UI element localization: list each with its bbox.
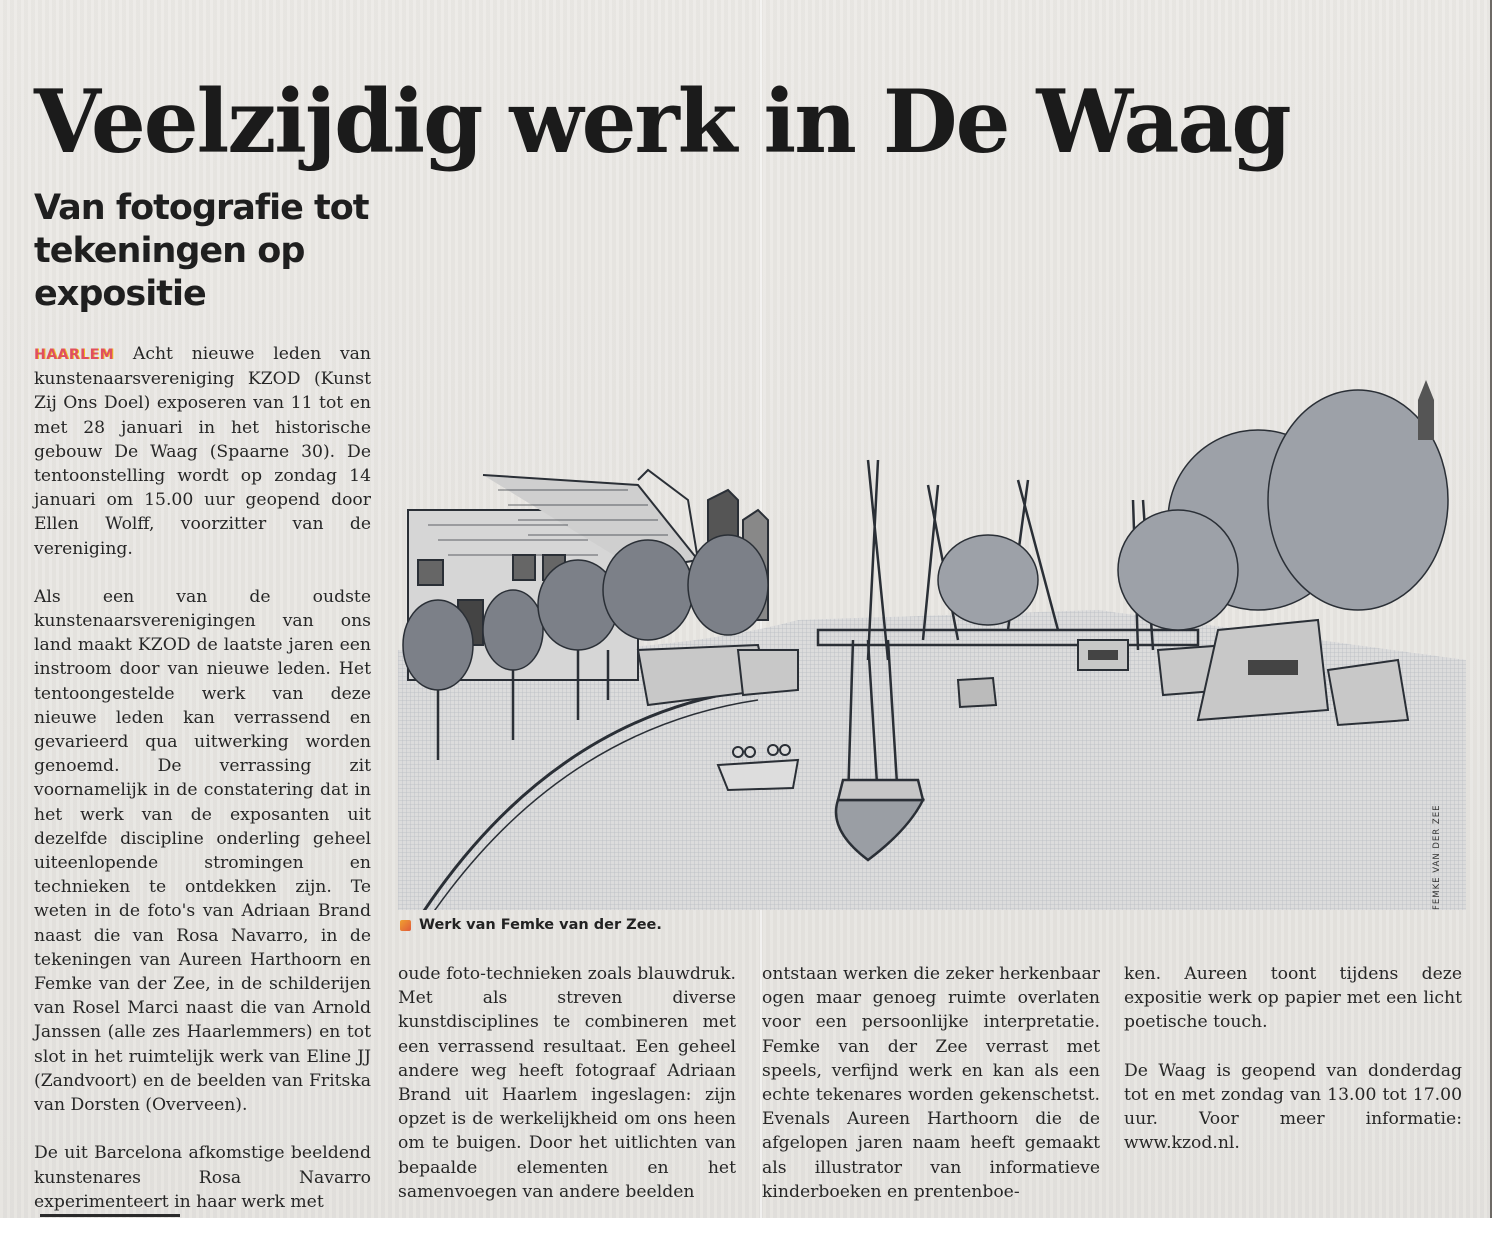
article-column-2 — [398, 962, 736, 1204]
lead-paragraph — [34, 342, 371, 561]
canal-drawing-illustration — [398, 360, 1466, 910]
paragraph: ken. Aureen toont tijdens deze expositie werk op papier met een licht poetische touch. — [1124, 964, 1462, 1033]
illustration-credit: FEMKE VAN DER ZEE — [1432, 804, 1442, 910]
paragraph: oude foto-technieken zoals blauwdruk. Met als streven diverse kunstdisciplines te combineren met een verrassend resultaat. Een geheel andere weg heeft fotograaf Adriaan Brand uit Haarlem ingeslagen: zijn opzet is de werkelijkheid om ons heen om te buigen. Door het uitlichten van bepaalde elementen en het samenvoegen van andere beelden — [398, 964, 736, 1202]
paragraph-text: Acht nieuwe leden van kunstenaarsvereniging KZOD (Kunst Zij Ons Doel) exposeren van 11 tot en met 28 januari in het historische gebouw De Waag (Spaarne 30). De tentoonstelling wordt op zondag 14 januari om 15.00 uur geopend door Ellen Wolff, voorzitter van de vereniging. — [34, 344, 371, 559]
paragraph: De uit Barcelona afkomstige beeldend kunstenares Rosa Navarro experimenteert in haar werk met — [34, 1143, 371, 1212]
torn-edge — [40, 1214, 180, 1217]
article-column-4 — [1124, 962, 1462, 1155]
illustration-caption — [400, 917, 662, 933]
article-column-1 — [34, 342, 371, 1214]
paragraph: ontstaan werken die zeker herkenbaar ogen maar genoeg ruimte overlaten voor een persoonlijke interpretatie. Femke van der Zee verrast met speels, verfijnd werk en kan als een echte tekenares worden gekenschetst. Evenals Aureen Harthoorn die de afgelopen jaren naam heeft gemaakt als illustrator van informatieve kinderboeken en prentenboe- — [762, 964, 1100, 1202]
subheadline: Van fotografie tot tekeningen op expositie — [34, 188, 369, 315]
article-column-3 — [762, 962, 1100, 1204]
paragraph: Als een van de oudste kunstenaarsverenigingen van ons land maakt KZOD de laatste jaren een instroom door van nieuwe leden. Het tentoongestelde werk van deze nieuwe leden kan verrassend en gevarieerd qua uitwerking worden genoemd. De verrassing zit voornamelijk in de constatering dat in het werk van de exposanten uit dezelfde discipline onderling geheel uiteenlopende stromingen en technieken te ontdekken zijn. Te weten in de foto's van Adriaan Brand naast die van Rosa Navarro, in de tekeningen van Aureen Harthoorn en Femke van der Zee, in de schilderijen van Rosel Marci naast die van Arnold Janssen (alle zes Haarlemmers) en tot slot in het ruimtelijk werk van Eline JJ (Zandvoort) en de beelden van Fritska van Dorsten (Overveen). — [34, 586, 371, 1116]
caption-bullet-icon — [400, 920, 411, 931]
paragraph: De Waag is geopend van donderdag tot en met zondag van 13.00 tot 17.00 uur. Voor meer informatie: www.kzod.nl. — [1124, 1060, 1462, 1154]
caption-text: Werk van Femke van der Zee. — [419, 917, 662, 933]
dateline: HAARLEM — [34, 347, 115, 363]
headline: Veelzijdig werk in De Waag — [34, 70, 1290, 174]
